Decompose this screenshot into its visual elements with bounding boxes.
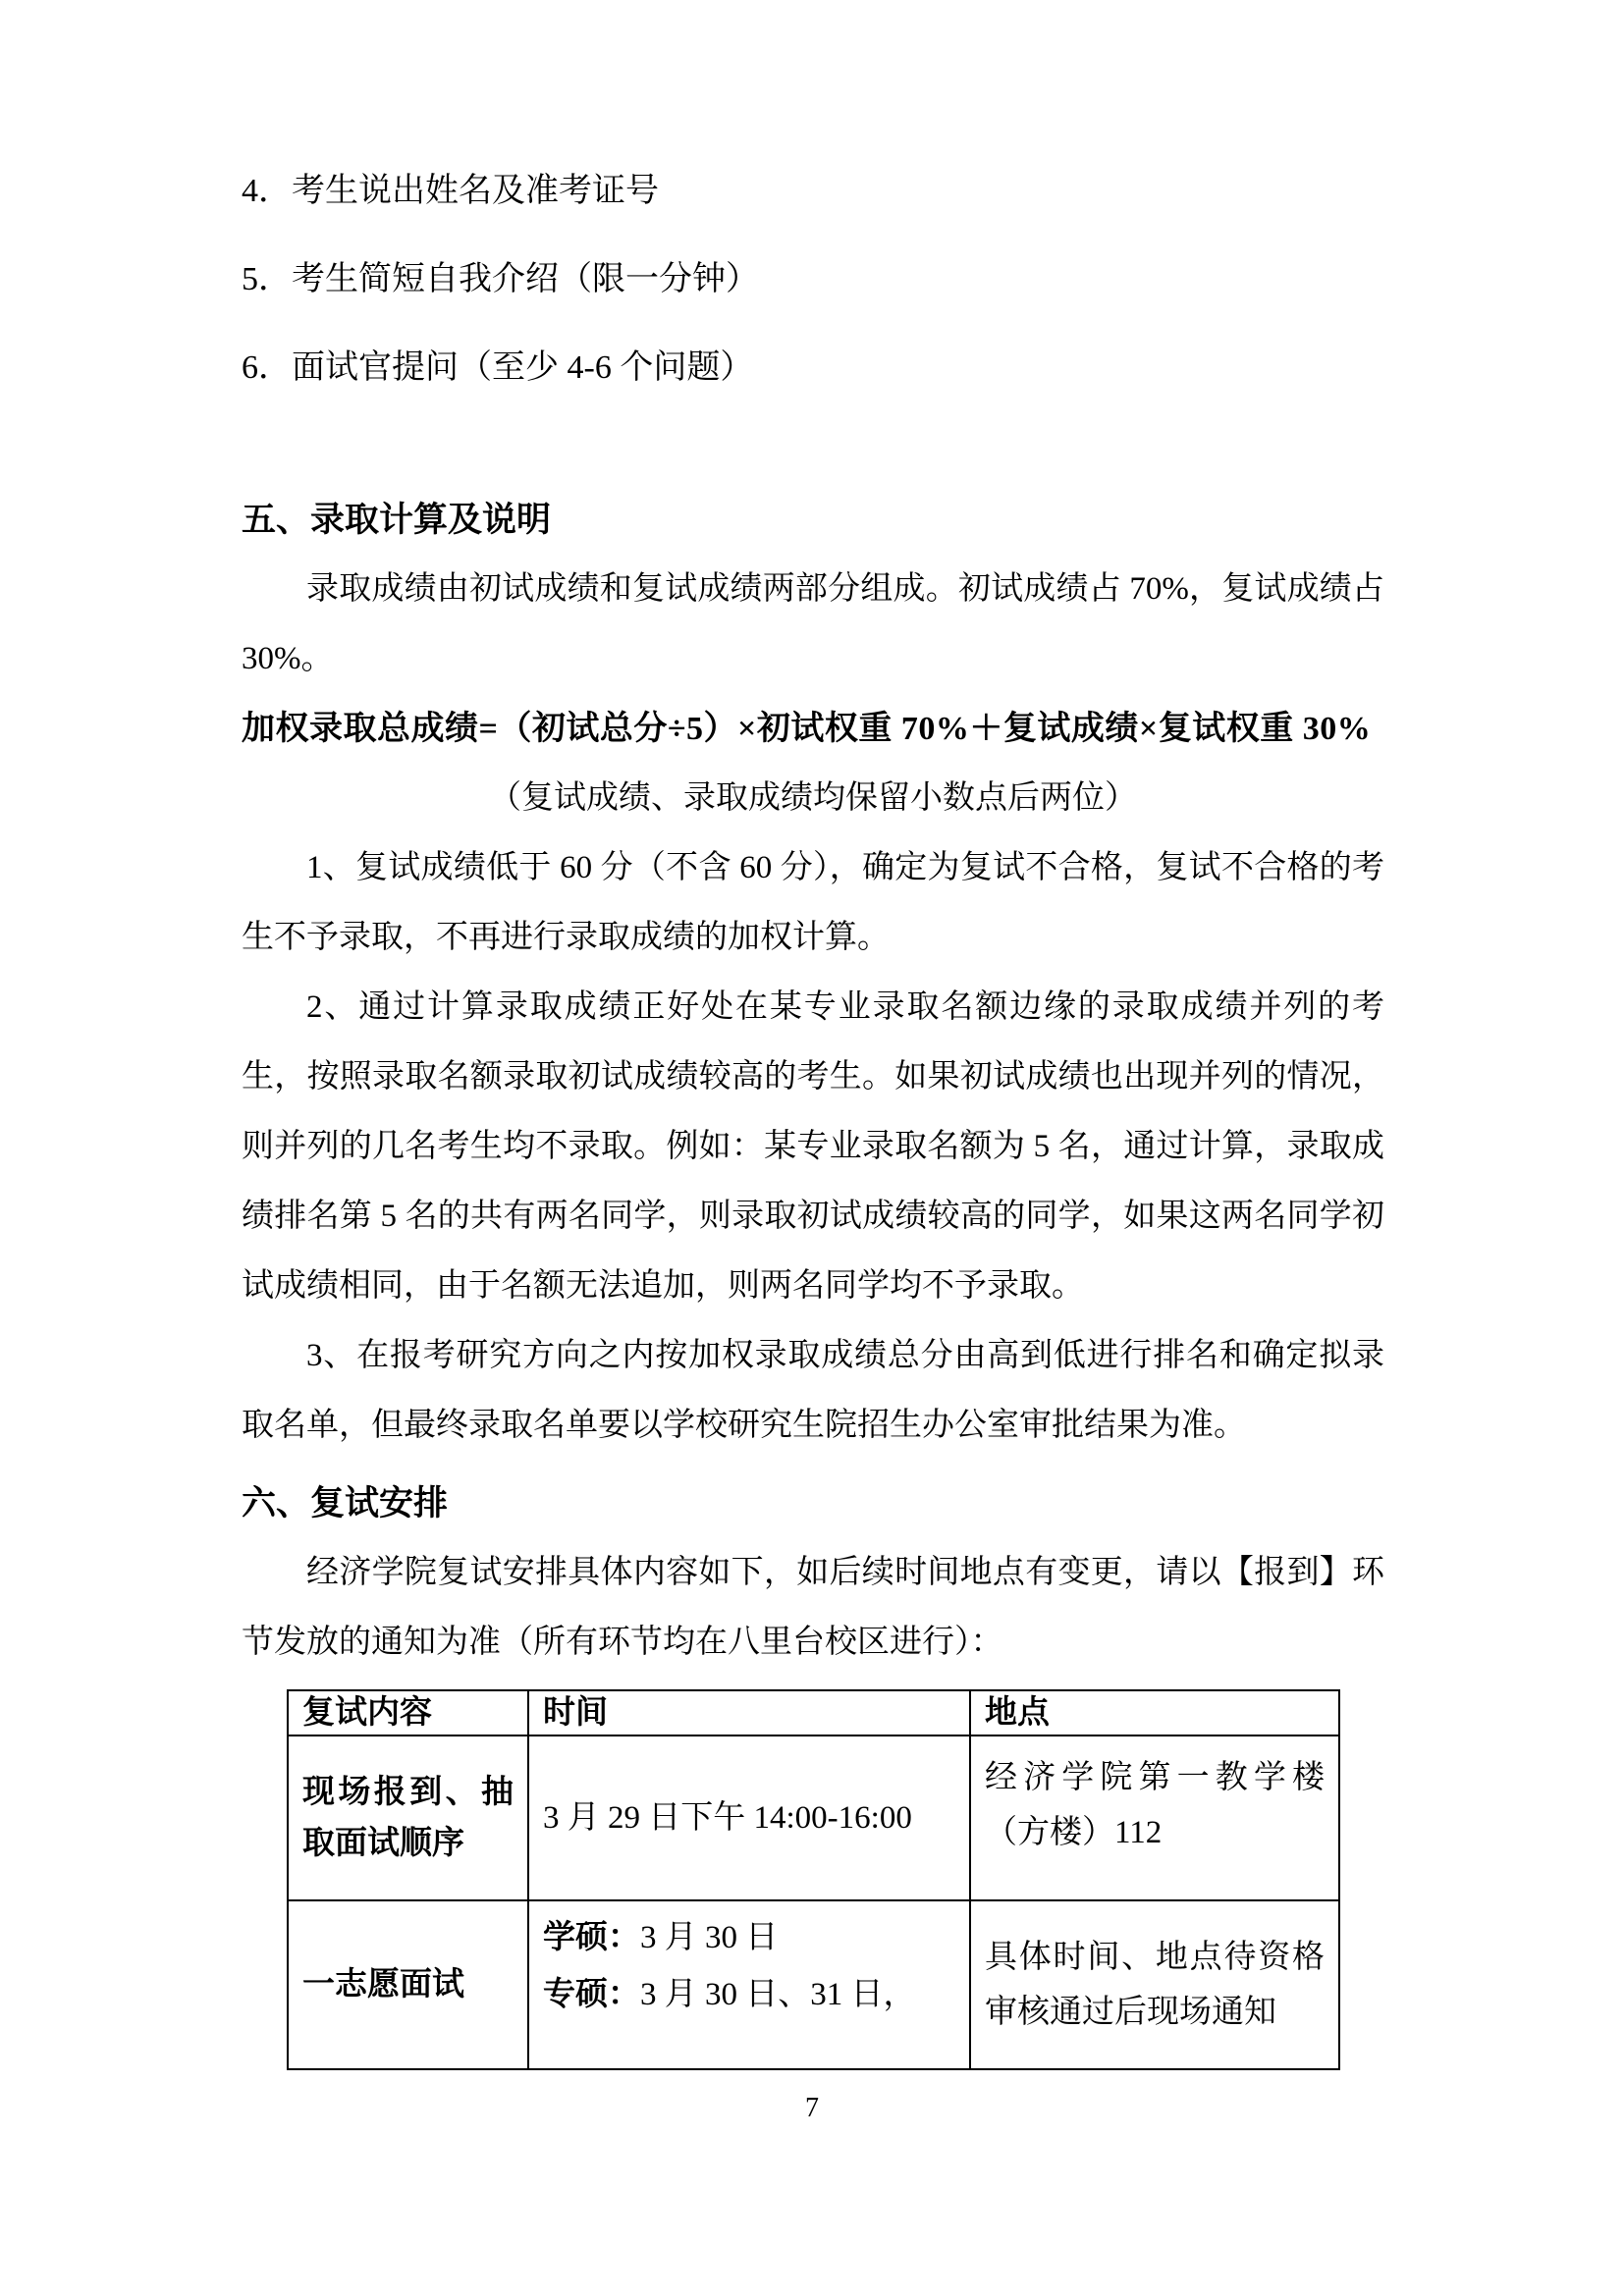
row2-content-cell: 一志愿面试 <box>288 1900 528 2069</box>
page-number: 7 <box>805 2093 819 2123</box>
header-cell-location: 地点 <box>970 1690 1339 1735</box>
header-cell-content: 复试内容 <box>288 1690 528 1735</box>
schedule-header-row <box>288 1690 1339 1735</box>
row2-location-cell: 具体时间、地点待资格审核通过后现场通知 <box>970 1900 1339 2069</box>
schedule-row-registration <box>288 1735 1339 1900</box>
section5-intro: 录取成绩由初试成绩和复试成绩两部分组成。初试成绩占 70%，复试成绩占 30%。 <box>242 571 1384 676</box>
row2-time-cell <box>528 1900 970 2069</box>
schedule-row-interview <box>288 1900 1339 2069</box>
professional-master-date: 3 月 30 日、31 日， <box>640 1977 916 2012</box>
row1-location-cell: 经济学院第一教学楼（方楼）112 <box>970 1735 1339 1900</box>
row2-time-line-academic <box>543 1909 955 1966</box>
section5-paragraph-3: 3、在报考研究方向之内按加权录取成绩总分由高到低进行排名和确定拟录取名单，但最终录取名单要以学校研究生院招生办公室审批结果为准。 <box>242 1338 1384 1443</box>
academic-master-label: 学硕： <box>543 1920 640 1955</box>
row1-time-cell: 3 月 29 日下午 14:00-16:00 <box>528 1735 970 1900</box>
row2-time-line-professional <box>543 1966 955 2023</box>
step-item-5: 5．考生简短自我介绍（限一分钟） <box>242 261 759 297</box>
row1-content-cell: 现场报到、抽取面试顺序 <box>288 1735 528 1900</box>
formula-note: （复试成绩、录取成绩均保留小数点后两位） <box>489 780 1137 816</box>
academic-master-date: 3 月 30 日 <box>640 1920 779 1955</box>
section5-heading: 五、录取计算及说明 <box>242 501 552 539</box>
section6-intro: 经济学院复试安排具体内容如下，如后续时间地点有变更，请以【报到】环节发放的通知为准（所有环节均在八里台校区进行）： <box>242 1555 1384 1660</box>
schedule-table <box>287 1689 1340 2070</box>
section6-heading: 六、复试安排 <box>242 1484 449 1522</box>
interview-steps-list <box>242 147 1384 412</box>
header-cell-time: 时间 <box>528 1690 970 1735</box>
section5-paragraph-1: 1、复试成绩低于 60 分（不含 60 分），确定为复试不合格，复试不合格的考生不予录取，不再进行录取成绩的加权计算。 <box>242 850 1384 955</box>
formula-line: 加权录取总成绩=（初试总分÷5）×初试权重 70%＋复试成绩×复试权重 30% <box>242 711 1372 747</box>
section5-paragraph-2: 2、通过计算录取成绩正好处在某专业录取名额边缘的录取成绩并列的考生，按照录取名额录取初试成绩较高的考生。如果初试成绩也出现并列的情况，则并列的几名考生均不录取。例如：某专业录取名额为 5 名，通过计算，录取成绩排名第 5 名的共有两名同学，则录取初试成绩较高的同学，如果这两名同学初试成绩相同，由于名额无法追加，则两名同学均不予录取。 <box>242 989 1384 1304</box>
professional-master-label: 专硕： <box>543 1977 640 2012</box>
step-item-6: 6．面试官提问（至少 4-6 个问题） <box>242 349 754 386</box>
step-item-4: 4．考生说出姓名及准考证号 <box>242 173 659 209</box>
